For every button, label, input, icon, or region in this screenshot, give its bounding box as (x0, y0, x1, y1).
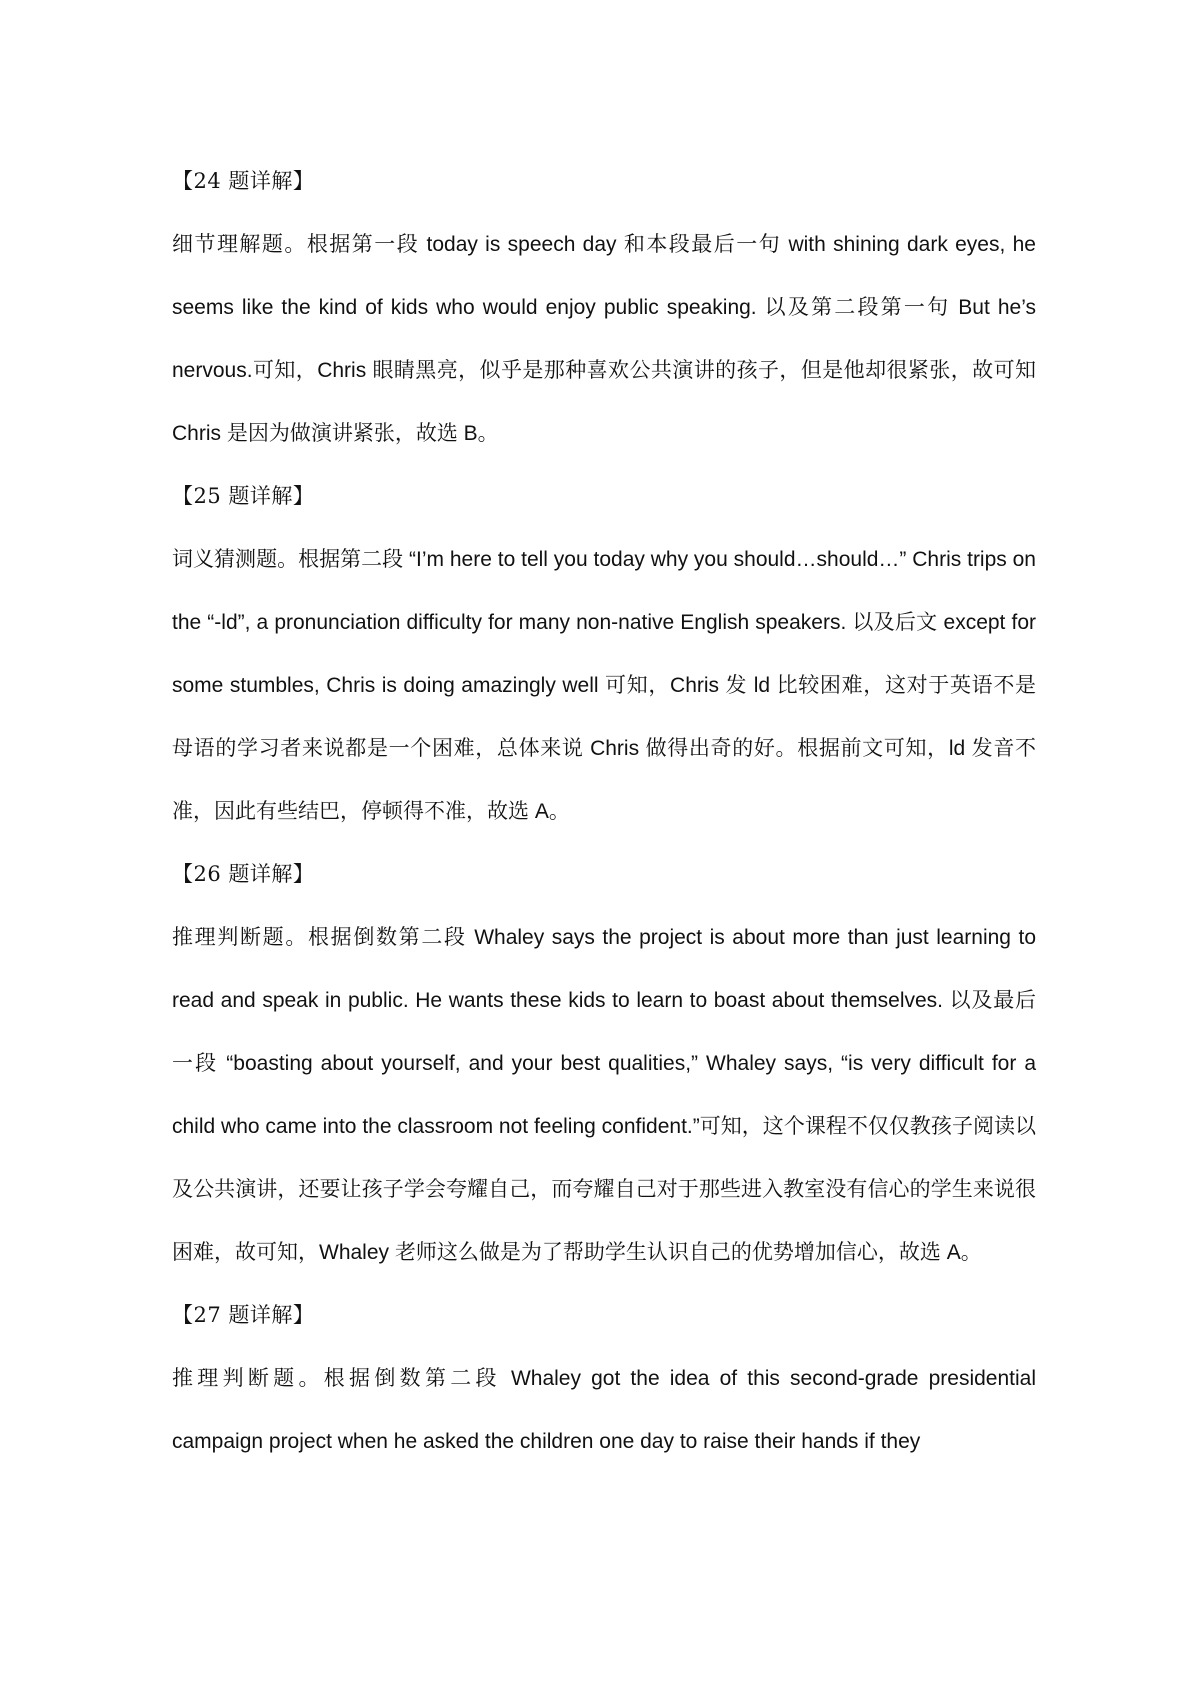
section-27-title: 【27 题详解】 (172, 1303, 315, 1327)
section-26-title: 【26 题详解】 (172, 862, 315, 886)
section-27-body: 推理判断题。根据倒数第二段 Whaley got the idea of this second-grade presidential campaign project when he asked the children one day to raise their hands if they (172, 1367, 1036, 1453)
section-24-body: 细节理解题。根据第一段 today is speech day 和本段最后一句 with shining dark eyes, he seems like the kind of kids who would enjoy public speaking. 以及第二段第一句 But he’s nervous.可知，Chris 眼睛黑亮，似乎是那种喜欢公共演讲的孩子，但是他却很紧张，故可知 Chris 是因为做演讲紧张，故选 B。 (172, 233, 1036, 445)
document-page (172, 150, 1036, 1473)
section-24 (172, 150, 1036, 465)
section-25-body: 词义猜测题。根据第二段 “I’m here to tell you today why you should…should…” Chris trips on the “-ld”, a pronunciation difficulty for many non-native English speakers. 以及后文 except for some stumbles, Chris is doing amazingly well 可知，Chris 发 ld 比较困难，这对于英语不是母语的学习者来说都是一个困难，总体来说 Chris 做得出奇的好。根据前文可知，ld 发音不准，因此有些结巴，停顿得不准，故选 A。 (172, 548, 1036, 823)
section-26 (172, 843, 1036, 1284)
section-25 (172, 465, 1036, 843)
section-27 (172, 1284, 1036, 1473)
section-26-body: 推理判断题。根据倒数第二段 Whaley says the project is about more than just learning to read and speak in public. He wants these kids to learn to boast about themselves. 以及最后一段 “boasting about yourself, and your best qualities,” Whaley says, “is very difficult for a child who came into the classroom not feeling confident.”可知，这个课程不仅仅教孩子阅读以及公共演讲，还要让孩子学会夸耀自己，而夸耀自己对于那些进入教室没有信心的学生来说很困难，故可知，Whaley 老师这么做是为了帮助学生认识自己的优势增加信心，故选 A。 (172, 926, 1036, 1264)
section-25-title: 【25 题详解】 (172, 484, 315, 508)
section-24-title: 【24 题详解】 (172, 169, 315, 193)
